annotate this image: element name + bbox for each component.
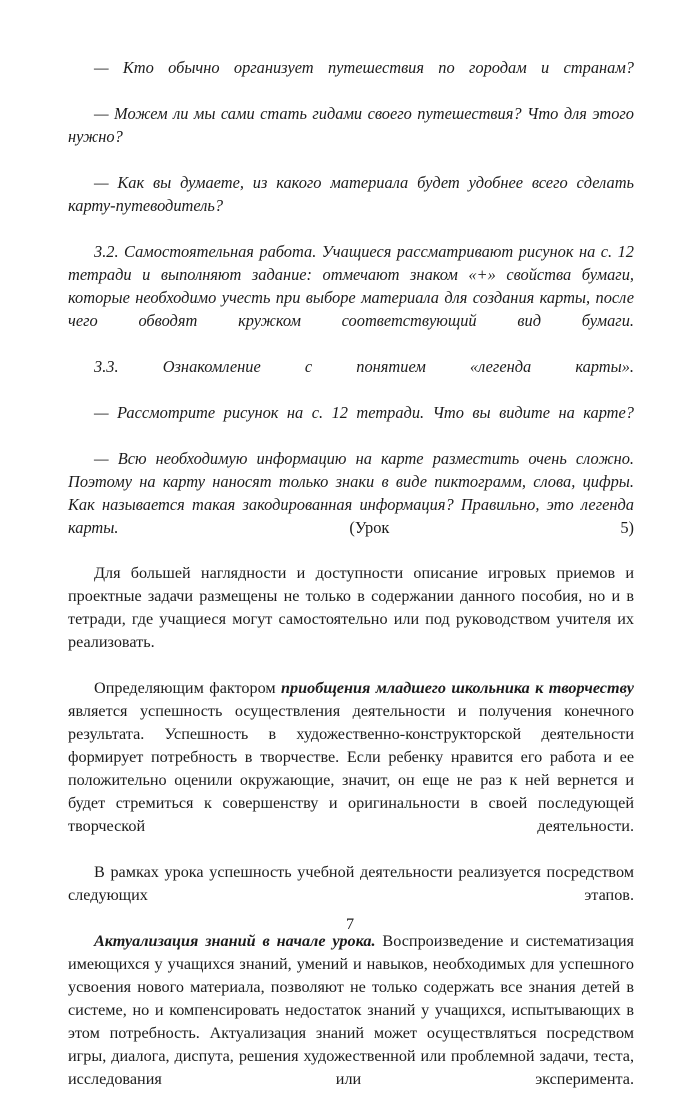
page-number: 7 (345, 915, 355, 933)
paragraph-body-4-heading-run: Актуализация знаний в начале урока. (94, 932, 376, 950)
text-column (68, 56, 634, 1114)
paragraph-body-2-lead: Определяющим фактором (94, 679, 282, 697)
paragraph-question-5 (68, 447, 634, 562)
paragraph-question-2: — Можем ли мы сами стать гидами своего путешествия? Что для этого нужно? (68, 104, 634, 146)
paragraph-body-2-emphasis: приобщения младшего школьника к творчеству (281, 679, 634, 697)
paragraph-section-3-2: 3.2. Самостоятельная работа. Учащиеся рассматривают рисунок на с. 12 тетради и выполняют задание: отмечают знаком «+» свойства бумаги, которые необходимо учесть при выборе материала для создания карты, после чего обводят кружком соответствующий вид бумаги. (68, 242, 634, 330)
paragraph-body-1: Для большей наглядности и доступности описание игровых приемов и проектные задачи размещены не только в содержании данного пособия, но и в тетради, где учащиеся могут самостоятельно или под руководством учителя их реализовать. (68, 564, 634, 651)
paragraph-body-3: В рамках урока успешность учебной деятельности реализуется посредством следующих этапов. (68, 863, 634, 904)
paragraph-body-2-tail: является успешность осуществления деятельности и получения конечного результата. Успешность в художественно-конструкторской деятельности формирует потребность в творчестве. Если ребенку нравится его работа и ее положительно оценили окружающие, значит, он еще не раз к ней вернется и будет стремиться к совершенству и оригинальности в своей последующей творческой деятельности. (68, 702, 634, 835)
paragraph-body-2 (68, 677, 634, 861)
paragraph-question-5-lesson-ref: (Урок 5) (118, 518, 634, 537)
paragraph-question-1: — Кто обычно организует путешествия по городам и странам? (94, 58, 634, 77)
paragraph-body-4-tail: Воспроизведение и систематизация имеющихся у учащихся знаний, умений и навыков, необходимых для успешного усвоения нового материала, позволяют не только содержать все знания детей в системе, но и компенсировать недостаток знаний у учащихся, испытывающих в этом потребность. Актуализация знаний может осуществляться посредством игры, диалога, диспута, решения художественной или проблемной задачи, теста, исследования или эксперимента. (68, 932, 634, 1088)
paragraph-body-4 (68, 930, 634, 1114)
paragraph-question-3: — Как вы думаете, из какого материала будет удобнее всего сделать карту-путеводитель? (68, 173, 634, 215)
paragraph-question-4: — Рассмотрите рисунок на с. 12 тетради. Что вы видите на карте? (94, 403, 634, 422)
paragraph-question-5-italic-run: — Всю необходимую информацию на карте разместить очень сложно. Поэтому на карту наносят только знаки в виде пиктограмм, слова, цифры. Как называется такая закодированная информация? Правильно, это легенда карты. (68, 449, 634, 537)
paragraph-section-3-3: 3.3. Ознакомление с понятием «легенда карты». (94, 357, 634, 376)
